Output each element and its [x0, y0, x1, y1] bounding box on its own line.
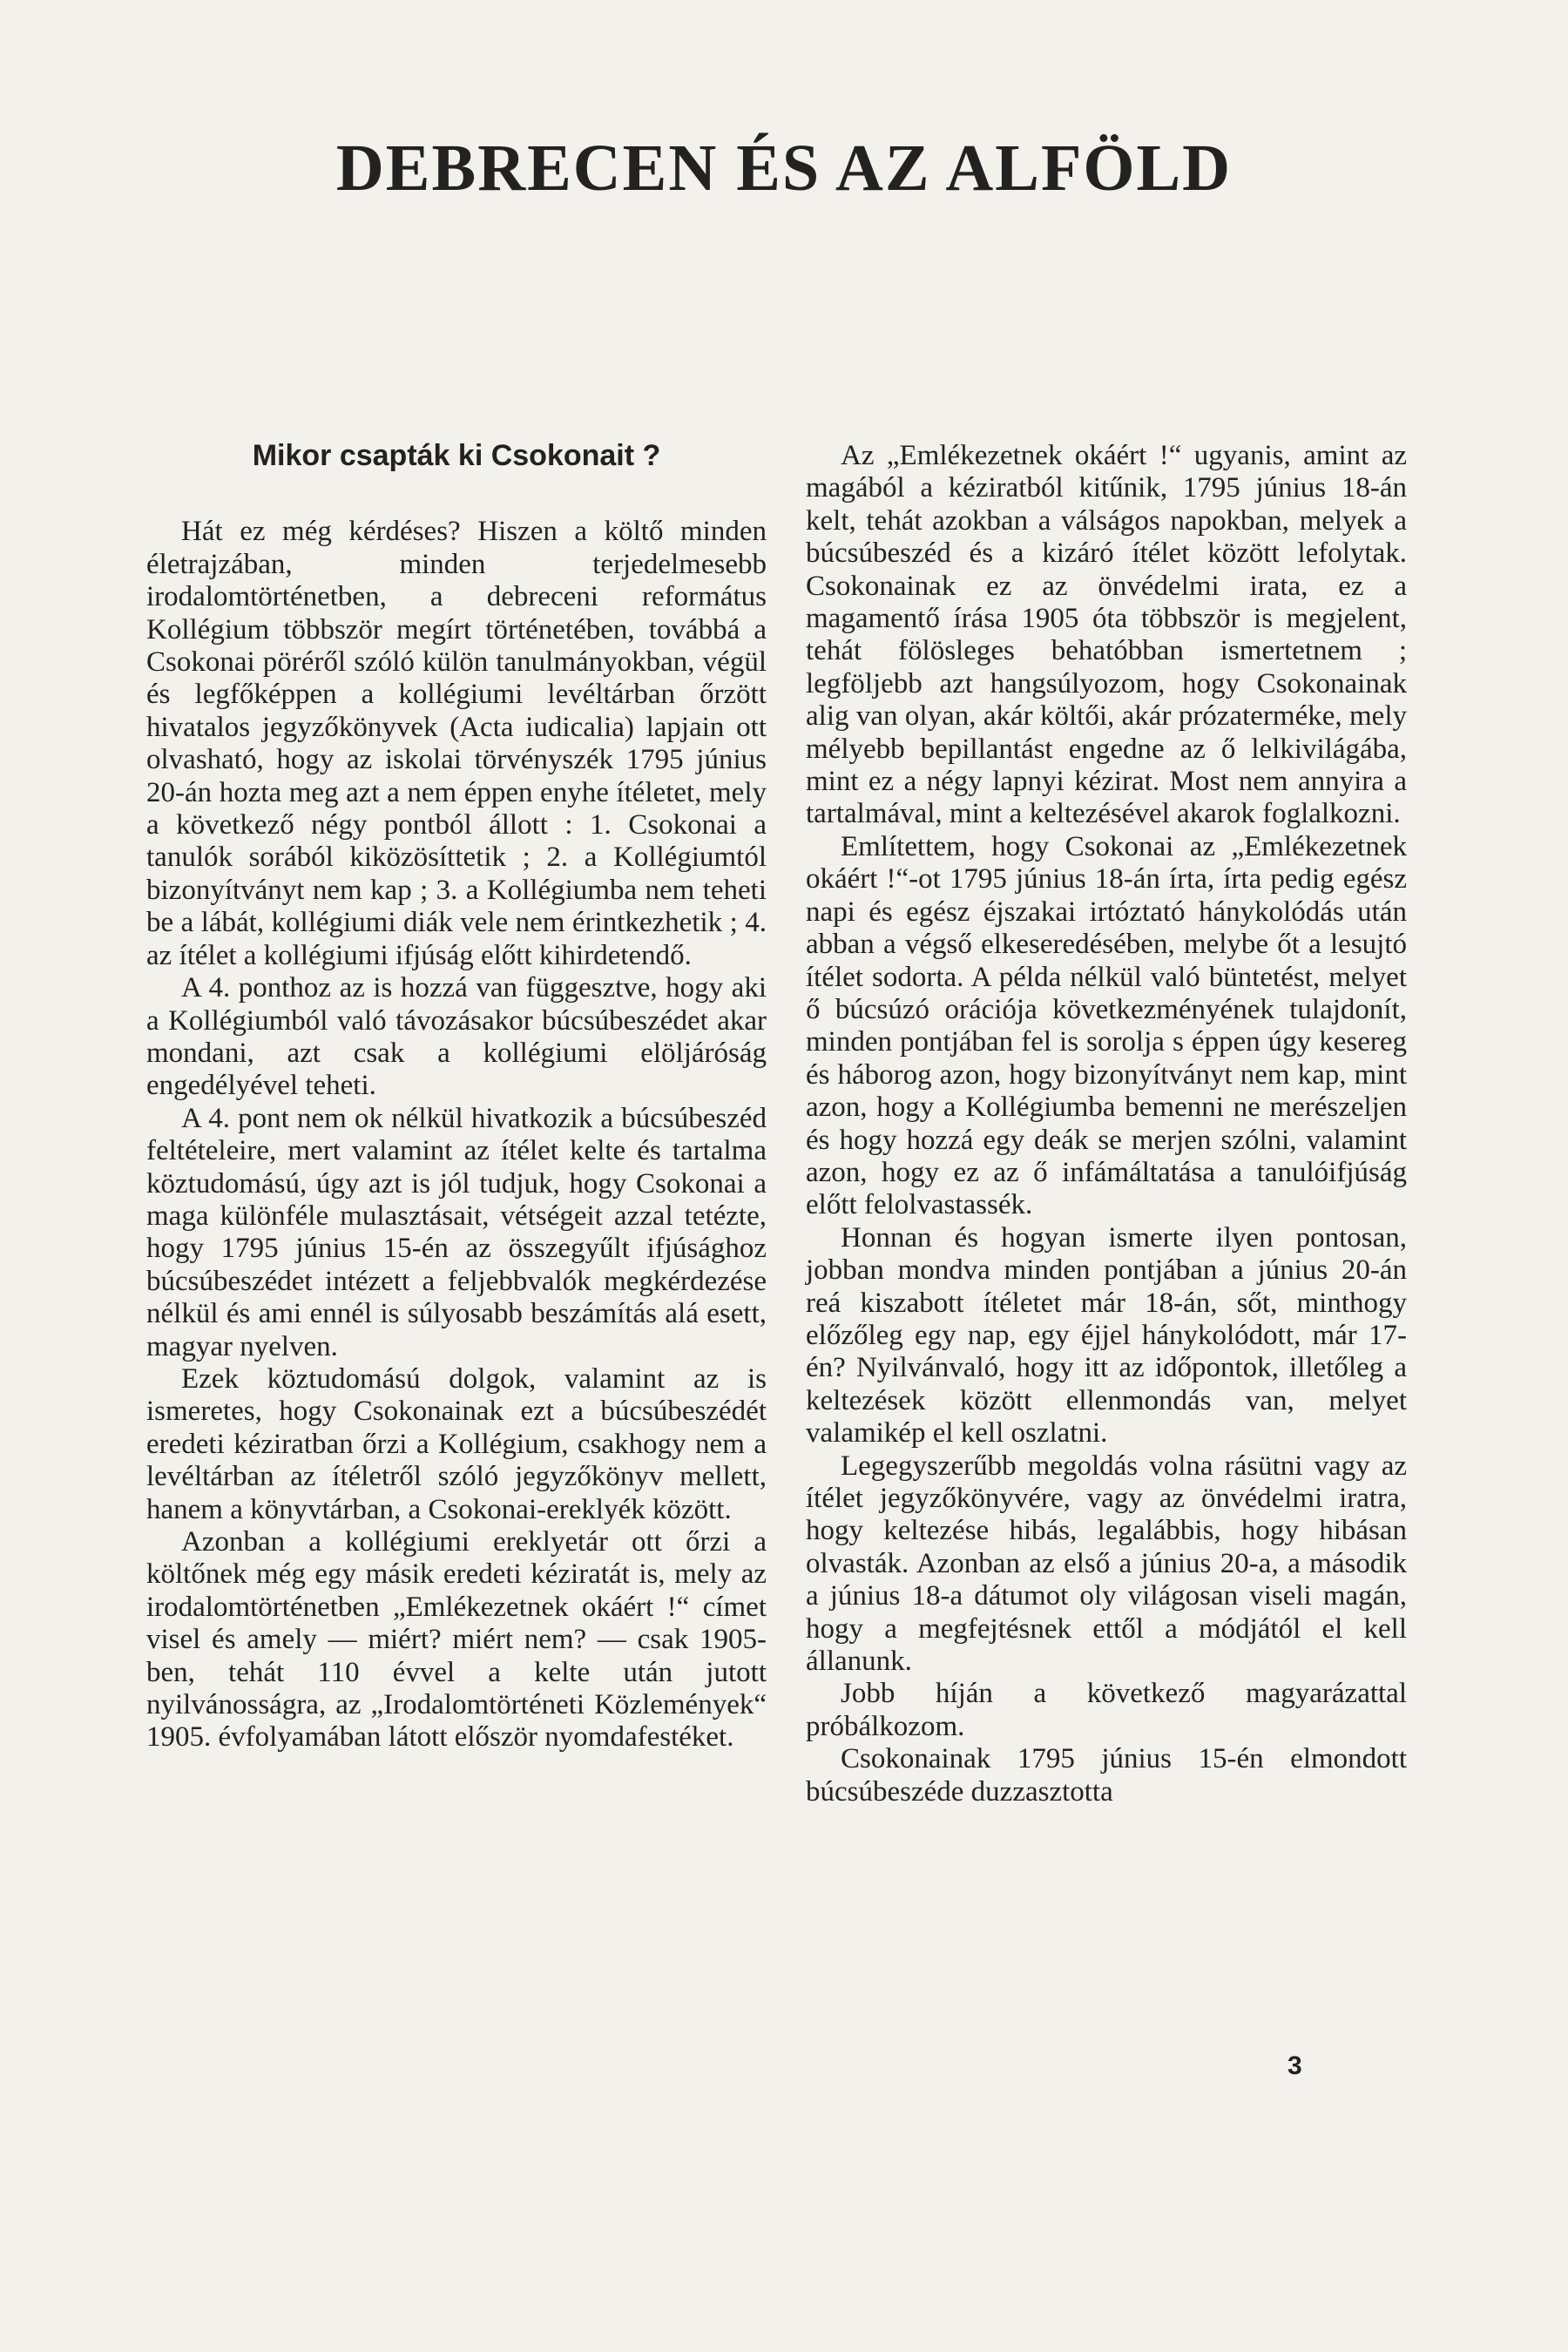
- paragraph: Honnan és hogyan ismerte ilyen pontosan, jobban mondva minden pontjában a június 20-án reá kiszabott ítéletet már 18-án, sőt, minthogy előzőleg egy nap, egy éjjel hánykolódott, már 17-én? Nyilvánvaló, hogy itt az időpontok, illetőleg a keltezések között ellenmondás van, melyet valamikép el kell oszlatni.: [806, 1221, 1407, 1450]
- paragraph: Legegyszerűbb megoldás volna rásütni vagy az ítélet jegyzőkönyvére, vagy az önvédelmi iratra, hogy keltezése hibás, legalábbis, hogy hibásan olvasták. Azonban az első a június 20-a, a második a június 18-a dátumot oly világosan viseli magán, hogy a megfejtésnek ettől a módjától el kell állanunk.: [806, 1450, 1407, 1678]
- paragraph: Hát ez még kérdéses? Hiszen a költő minden életrajzában, minden terjedelmesebb irodalomtörténetben, a debreceni református Kollégium többször megírt történetében, továbbá a Csokonai pöréről szóló külön tanulmányokban, végül és legfőképpen a kollégiumi levéltárban őrzött hivatalos jegyzőkönyvek (Acta iudicalia) lapjain ott olvasható, hogy az iskolai törvényszék 1795 június 20-án hozta meg azt a nem éppen enyhe ítéletet, mely a következő négy pontból állott : 1. Csokonai a tanulók sorából kiközösíttetik ; 2. a Kollégiumtól bizonyítványt nem kap ; 3. a Kollégiumba nem teheti be a lábát, kollégiumi diák vele nem érintkezhetik ; 4. az ítélet a kollégiumi ifjúság előtt kihirdetendő.: [146, 516, 767, 971]
- paragraph: Az „Emlékezetnek okáért !“ ugyanis, amint az magából a kéziratból kitűnik, 1795 június 18-án kelt, tehát azokban a válságos napokban, melyek a búcsúbeszéd és a kizáró ítélet között lefolytak. Csokonainak ez az önvédelmi irata, ez a magamentő írása 1905 óta többször is megjelent, tehát fölösleges behatóbban ismertetnem ; legföljebb azt hangsúlyozom, hogy Csokonainak alig van olyan, akár költői, akár prózaterméke, mely mélyebb bepillantást engedne az ő lelkivilágába, mint ez a négy lapnyi kézirat. Most nem annyira a tartalmával, mint a keltezésével akarok foglalkozni.: [806, 440, 1407, 830]
- paragraph: Azonban a kollégiumi ereklyetár ott őrzi a költőnek még egy másik eredeti kéziratát is, mely az irodalomtörténetben „Emlékezetnek okáért !“ címet visel és amely — miért? miért nem? — csak 1905-ben, tehát 110 évvel a kelte után jutott nyilvánosságra, az „Irodalomtörténeti Közlemények“ 1905. évfolyamában látott először nyomdafestéket.: [146, 1526, 767, 1754]
- page-title: DEBRECEN ÉS AZ ALFÖLD: [335, 132, 1233, 205]
- article-heading: Mikor csapták ki Csokonait ?: [252, 439, 661, 472]
- page-number: 3: [1288, 2051, 1302, 2080]
- paragraph: A 4. pont nem ok nélkül hivatkozik a búcsúbeszéd feltételeire, mert valamint az ítélet kelte és tartalma köztudomású, úgy azt is jól tudjuk, hogy Csokonai a maga különféle mulasztásait, vétségeit azzal tetézte, hogy 1795 június 15-én az összegyűlt ifjúsághoz búcsúbeszédet intézett a feljebbvalók megkérdezése nélkül és ami ennél is súlyosabb beszámítás alá esett, magyar nyelven.: [146, 1102, 767, 1362]
- paragraph: Csokonainak 1795 június 15-én elmondott búcsúbeszéde duzzasztotta: [806, 1743, 1407, 1808]
- paragraph: A 4. ponthoz az is hozzá van függesztve, hogy aki a Kollégiumból való távozásakor búcsúbeszédet akar mondani, azt csak a kollégiumi elöljáróság engedélyével teheti.: [146, 972, 767, 1102]
- paragraph: Jobb híján a következő magyarázattal próbálkozom.: [806, 1678, 1407, 1742]
- paragraph: Említettem, hogy Csokonai az „Emlékezetnek okáért !“-ot 1795 június 18-án írta, írta pedig egész napi és egész éjszakai irtóztató hánykolódás után abban a végső elkeseredésében, melybe őt a lesujtó ítélet sodorta. A példa nélkül való büntetést, melyet ő búcsúzó orációja következményének tulajdonít, minden pontjában fel is sorolja s éppen úgy kesereg és háborog azon, hogy bizonyítványt nem kap, mint azon, hogy a Kollégiumba bemenni ne merészeljen és hogy hozzá egy deák se merjen szólni, valamint azon, hogy ez az ő infámáltatása a tanulóifjúság előtt felolvastassék.: [806, 830, 1407, 1221]
- left-column: [146, 440, 767, 1754]
- right-column: [806, 440, 1407, 1808]
- paragraph: Ezek köztudomású dolgok, valamint az is ismeretes, hogy Csokonainak ezt a búcsúbeszédét eredeti kéziratban őrzi a Kollégium, csakhogy nem a levéltárban az ítéletről szóló jegyzőkönyv mellett, hanem a könyvtárban, a Csokonai-ereklyék között.: [146, 1362, 767, 1525]
